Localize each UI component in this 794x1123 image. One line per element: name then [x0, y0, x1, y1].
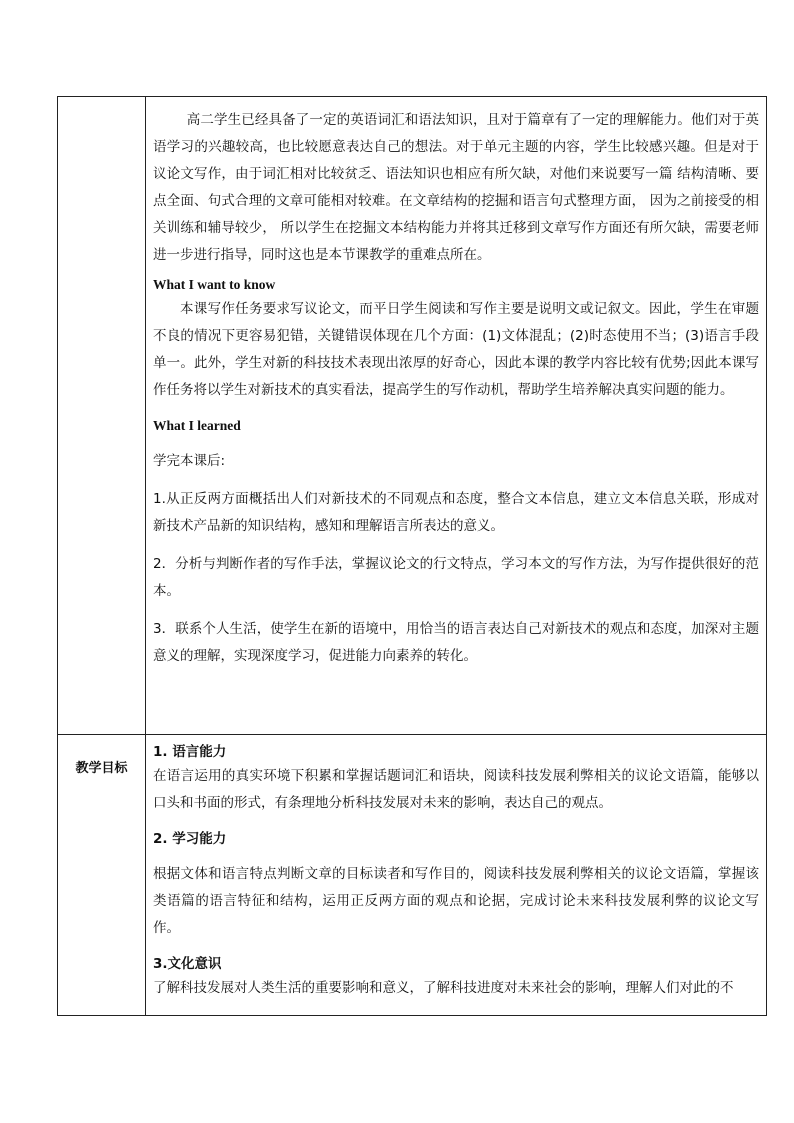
want-heading: What I want to know: [153, 277, 276, 292]
learned-intro: 学完本课后:: [153, 453, 226, 469]
cultural-awareness-text: 了解科技发展对人类生活的重要影响和意义，了解科技进度对未来社会的影响，理解人们对此的不: [153, 980, 734, 996]
want-paragraph: 本课写作任务要求写议论文，而平日学生阅读和写作主要是说明文或记叙文。因此，学生在审题不良的情况下更容易犯错，关键错误体现在几个方面：(1)文体混乱；(2)时态使用不当；(3)语言手段单一。此外，学生对新的科技技术表现出浓厚的好奇心，因此本课的教学内容比较有优势;因此本课写作任务将以学生对新技术的真实看法，提高学生的写作动机，帮助学生培养解决真实问题的能力。: [153, 301, 759, 398]
intro-paragraph: 高二学生已经具备了一定的英语词汇和语法知识，且对于篇章有了一定的理解能力。他们对于英语学习的兴趣较高，也比较愿意表达自己的想法。对于单元主题的内容，学生比较感兴趣。但是对于议论文写作，由于词汇相对比较贫乏、语法知识也相应有所欠缺，对他们来说要写一篇 结构清晰、要点全面、句式合理的文章可能相对较难。在文章结构的挖掘和语言句式整理方面， 因为之前接受的相关训练和辅导较少， 所以学生在挖掘文本结构能力并将其迁移到文章写作方面还有所欠缺，需要老师进一步进行指导，同时这也是本节课教学的重难点所在。: [153, 112, 759, 263]
learned-item-3: 3．联系个人生活，使学生在新的语境中，用恰当的语言表达自己对新技术的观点和态度，加深对主题意义的理解，实现深度学习，促进能力向素养的转化。: [153, 621, 759, 664]
learned-item-1: 1.从正反两方面概括出人们对新技术的不同观点和态度，整合文本信息，建立文本信息关联，形成对新技术产品新的知识结构，感知和理解语言所表达的意义。: [153, 491, 759, 534]
learned-item-2: 2．分析与判断作者的写作手法，掌握议论文的行文特点，学习本文的写作方法，为写作提供很好的范本。: [153, 556, 759, 599]
objectives-label: 教学目标: [75, 761, 128, 776]
learner-analysis-content-cell: [146, 97, 767, 735]
learned-heading: What I learned: [153, 418, 241, 433]
language-ability-heading: 1. 语言能力: [153, 744, 227, 760]
learning-ability-text: 根据文体和语言特点判断文章的目标读者和写作目的，阅读科技发展利弊相关的议论文语篇，掌握该类语篇的语言特征和结构，运用正反两方面的观点和论据，完成讨论未来科技发展利弊的议论文写作。: [153, 866, 759, 936]
objectives-label-cell: [58, 735, 146, 1016]
learner-analysis-label-cell: [58, 97, 146, 735]
learning-ability-heading: 2. 学习能力: [153, 831, 227, 847]
lesson-plan-table: [57, 96, 767, 1016]
objectives-content-cell: [146, 735, 767, 1016]
learner-analysis-row: [58, 97, 767, 735]
objectives-row: [58, 735, 767, 1016]
language-ability-text: 在语言运用的真实环境下积累和掌握话题词汇和语块，阅读科技发展利弊相关的议论文语篇，能够以口头和书面的形式，有条理地分析科技发展对未来的影响，表达自己的观点。: [153, 768, 759, 811]
cultural-awareness-heading: 3.文化意识: [153, 956, 222, 972]
